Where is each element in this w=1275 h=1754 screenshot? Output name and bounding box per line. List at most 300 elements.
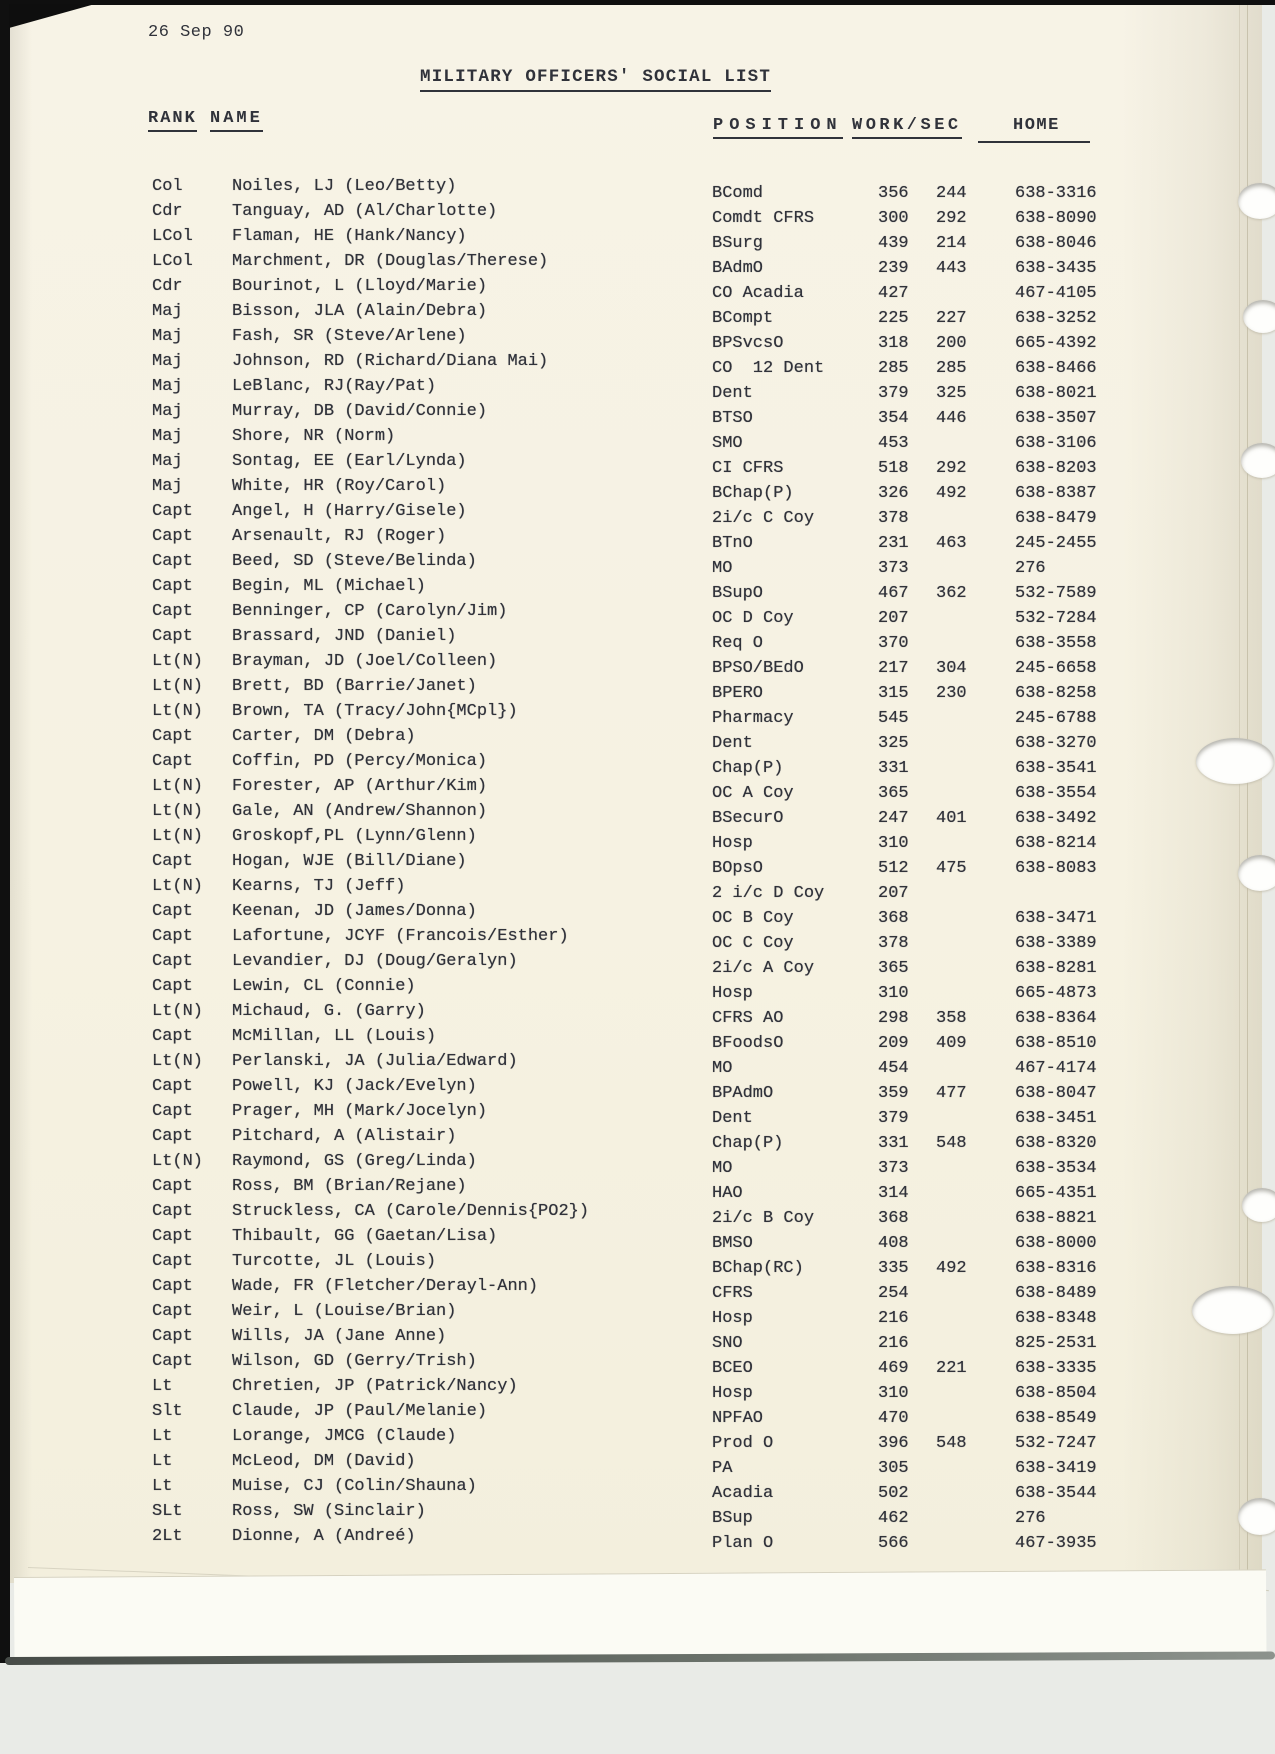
cell-home: 638-8821 <box>1015 1209 1097 1228</box>
cell-rank: Capt <box>152 1302 193 1321</box>
cell-home: 638-3492 <box>1015 809 1097 828</box>
cell-rank: Lt(N) <box>152 702 204 721</box>
cell-sec: 477 <box>936 1084 967 1103</box>
cell-rank: Capt <box>152 1177 193 1196</box>
cell-sec <box>936 506 1015 531</box>
cell-work: 462 <box>878 1509 909 1528</box>
cell-position: BMSO <box>712 1234 753 1253</box>
cell-home: 638-3252 <box>1015 309 1097 328</box>
cell-sec: 221 <box>936 1359 967 1378</box>
cell-rank: Capt <box>152 1202 193 1221</box>
cell-rank: Capt <box>152 1102 193 1121</box>
cell-work: 373 <box>878 559 909 578</box>
cell-sec <box>936 1381 1015 1406</box>
cell-rank: Capt <box>152 752 193 771</box>
cell-rank: Capt <box>152 502 193 521</box>
cell-home: 665-4351 <box>1015 1184 1097 1203</box>
cell-position: SNO <box>712 1334 743 1353</box>
cell-name: Flaman, HE (Hank/Nancy) <box>232 227 467 246</box>
cell-sec <box>936 1456 1015 1481</box>
binder-hole <box>1192 1286 1274 1334</box>
cell-home: 532-7589 <box>1015 584 1097 603</box>
cell-position: Dent <box>712 1109 753 1128</box>
cell-position: MO <box>712 559 733 578</box>
cell-rank: Lt(N) <box>152 827 204 846</box>
cell-name: Keenan, JD (James/Donna) <box>232 902 477 921</box>
cell-name: Brassard, JND (Daniel) <box>232 627 457 646</box>
cell-home: 638-8387 <box>1015 484 1097 503</box>
cell-sec: 214 <box>936 234 967 253</box>
cell-rank: Capt <box>152 1277 193 1296</box>
cell-sec: 409 <box>936 1034 967 1053</box>
cell-position: BTnO <box>712 534 753 553</box>
cell-sec <box>936 956 1015 981</box>
cell-name: Gale, AN (Andrew/Shannon) <box>232 802 488 821</box>
cell-sec <box>936 1281 1015 1306</box>
cell-work: 298 <box>878 1009 909 1028</box>
cell-rank: Cdr <box>152 277 183 296</box>
cell-sec: 244 <box>936 184 967 203</box>
cell-rank: Capt <box>152 527 193 546</box>
cell-name: McLeod, DM (David) <box>232 1452 416 1471</box>
cell-home: 467-4105 <box>1015 284 1097 303</box>
cell-sec: 285 <box>936 359 967 378</box>
cell-work: 325 <box>878 734 909 753</box>
cell-work: 378 <box>878 934 909 953</box>
cell-rank: Lt(N) <box>152 877 204 896</box>
cell-name: Begin, ML (Michael) <box>232 577 426 596</box>
cell-name: Perlanski, JA (Julia/Edward) <box>232 1052 518 1071</box>
cell-rank: Maj <box>152 402 183 421</box>
cell-name: Dionne, A (Andreé) <box>232 1527 416 1546</box>
cell-sec <box>936 606 1015 631</box>
cell-rank: Lt(N) <box>152 677 204 696</box>
cell-home: 638-3541 <box>1015 759 1097 778</box>
cell-work: 467 <box>878 584 909 603</box>
cell-position: 2i/c A Coy <box>712 959 815 978</box>
cell-name: Brett, BD (Barrie/Janet) <box>232 677 477 696</box>
cell-work: 370 <box>878 634 909 653</box>
binder-hole <box>1238 183 1275 219</box>
cell-home: 665-4873 <box>1015 984 1097 1003</box>
binder-hole <box>1242 1188 1275 1222</box>
column-header-position: POSITION <box>713 116 843 139</box>
cell-home: 276 <box>1015 559 1046 578</box>
cell-work: 566 <box>878 1534 909 1553</box>
cell-name: Claude, JP (Paul/Melanie) <box>232 1402 488 1421</box>
cell-work: 217 <box>878 659 909 678</box>
cell-work: 315 <box>878 684 909 703</box>
cell-position: BOpsO <box>712 859 764 878</box>
cell-position: OC C Coy <box>712 934 794 953</box>
cell-sec <box>936 281 1015 306</box>
cell-work: 454 <box>878 1059 909 1078</box>
cell-rank: Capt <box>152 977 193 996</box>
cell-work: 365 <box>878 959 909 978</box>
cell-sec: 227 <box>936 309 967 328</box>
cell-position: Hosp <box>712 834 753 853</box>
cell-rank: Lt(N) <box>152 777 204 796</box>
cell-name: Prager, MH (Mark/Jocelyn) <box>232 1102 488 1121</box>
cell-rank: Capt <box>152 1352 193 1371</box>
cell-name: Angel, H (Harry/Gisele) <box>232 502 467 521</box>
cell-name: Powell, KJ (Jack/Evelyn) <box>232 1077 477 1096</box>
cell-work: 439 <box>878 234 909 253</box>
cell-home: 638-3335 <box>1015 1359 1097 1378</box>
cell-position: HAO <box>712 1184 743 1203</box>
cell-position: Hosp <box>712 984 753 1003</box>
cell-name: Arsenault, RJ (Roger) <box>232 527 447 546</box>
cell-home: 638-3544 <box>1015 1484 1097 1503</box>
cell-work: 378 <box>878 509 909 528</box>
table-row <box>10 174 1262 203</box>
binder-hole <box>1243 300 1275 333</box>
cell-home: 638-8214 <box>1015 834 1097 853</box>
cell-work: 379 <box>878 384 909 403</box>
binder-hole <box>1238 855 1275 891</box>
cell-name: Benninger, CP (Carolyn/Jim) <box>232 602 508 621</box>
document-title: MILITARY OFFICERS' SOCIAL LIST <box>420 67 771 92</box>
cell-home: 638-8364 <box>1015 1009 1097 1028</box>
cell-work: 207 <box>878 609 909 628</box>
cell-name: Thibault, GG (Gaetan/Lisa) <box>232 1227 498 1246</box>
cell-name: Noiles, LJ (Leo/Betty) <box>232 177 457 196</box>
cell-name: Bisson, JLA (Alain/Debra) <box>232 302 488 321</box>
cell-rank: Capt <box>152 602 193 621</box>
binder-hole <box>1196 738 1274 784</box>
cell-rank: Maj <box>152 477 183 496</box>
cell-work: 373 <box>878 1159 909 1178</box>
cell-name: Tanguay, AD (Al/Charlotte) <box>232 202 498 221</box>
cell-position: Comdt CFRS <box>712 209 815 228</box>
cell-sec: 325 <box>936 384 967 403</box>
cell-sec: 443 <box>936 259 967 278</box>
cell-name: Kearns, TJ (Jeff) <box>232 877 406 896</box>
cell-work: 502 <box>878 1484 909 1503</box>
cell-position: MO <box>712 1059 733 1078</box>
cell-sec <box>936 431 1015 456</box>
cell-work: 207 <box>878 884 909 903</box>
cell-rank: Maj <box>152 327 183 346</box>
cell-name: Groskopf,PL (Lynn/Glenn) <box>232 827 477 846</box>
cell-name: LeBlanc, RJ(Ray/Pat) <box>232 377 437 396</box>
cell-work: 231 <box>878 534 909 553</box>
cell-home: 638-3558 <box>1015 634 1097 653</box>
cell-name: Muise, CJ (Colin/Shauna) <box>232 1477 477 1496</box>
cell-sec: 548 <box>936 1134 967 1153</box>
cell-work: 314 <box>878 1184 909 1203</box>
cell-rank: Lt <box>152 1477 173 1496</box>
cell-sec: 230 <box>936 684 967 703</box>
cell-name: McMillan, LL (Louis) <box>232 1027 437 1046</box>
cell-rank: Col <box>152 177 183 196</box>
cell-position: BChap(P) <box>712 484 794 503</box>
cell-sec <box>936 631 1015 656</box>
cell-sec <box>936 906 1015 931</box>
cell-position: BChap(RC) <box>712 1259 804 1278</box>
cell-name: Johnson, RD (Richard/Diana Mai) <box>232 352 549 371</box>
cell-name: Lafortune, JCYF (Francois/Esther) <box>232 927 569 946</box>
cell-position: NPFAO <box>712 1409 764 1428</box>
cell-sec: 200 <box>936 334 967 353</box>
cell-name: Weir, L (Louise/Brian) <box>232 1302 457 1321</box>
cell-work: 379 <box>878 1109 909 1128</box>
cell-name: Ross, BM (Brian/Rejane) <box>232 1177 467 1196</box>
cell-rank: Capt <box>152 727 193 746</box>
cell-name: Michaud, G. (Garry) <box>232 1002 426 1021</box>
cell-position: OC D Coy <box>712 609 794 628</box>
cell-position: OC B Coy <box>712 909 794 928</box>
cell-work: 239 <box>878 259 909 278</box>
cell-sec <box>936 1506 1015 1531</box>
cell-sec <box>936 706 1015 731</box>
cell-home: 825-2531 <box>1015 1334 1097 1353</box>
cell-sec <box>936 1181 1015 1206</box>
cell-position: Acadia <box>712 1484 774 1503</box>
cell-sec: 401 <box>936 809 967 828</box>
cell-position: 2i/c C Coy <box>712 509 815 528</box>
cell-position: BFoodsO <box>712 1034 784 1053</box>
cell-home: 638-3471 <box>1015 909 1097 928</box>
cell-position: CO Acadia <box>712 284 804 303</box>
cell-home: 638-3316 <box>1015 184 1097 203</box>
cell-sec <box>936 1406 1015 1431</box>
cell-home: 532-7284 <box>1015 609 1097 628</box>
cell-position: BSup <box>712 1509 753 1528</box>
cell-work: 335 <box>878 1259 909 1278</box>
cell-rank: Maj <box>152 427 183 446</box>
cell-work: 368 <box>878 909 909 928</box>
cell-name: Murray, DB (David/Connie) <box>232 402 488 421</box>
cell-rank: Capt <box>152 552 193 571</box>
cell-name: Pitchard, A (Alistair) <box>232 1127 457 1146</box>
cell-name: Wills, JA (Jane Anne) <box>232 1327 447 1346</box>
cell-rank: Capt <box>152 1127 193 1146</box>
cell-name: Shore, NR (Norm) <box>232 427 396 446</box>
cell-sec <box>936 1331 1015 1356</box>
cell-rank: Maj <box>152 302 183 321</box>
cell-name: Levandier, DJ (Doug/Geralyn) <box>232 952 518 971</box>
cell-sec <box>936 731 1015 756</box>
cell-position: BComd <box>712 184 764 203</box>
cell-work: 209 <box>878 1034 909 1053</box>
cell-sec <box>936 1106 1015 1131</box>
cell-home: 638-3419 <box>1015 1459 1097 1478</box>
cell-position: Prod O <box>712 1434 774 1453</box>
cell-position: Hosp <box>712 1309 753 1328</box>
cell-sec: 292 <box>936 209 967 228</box>
cell-work: 216 <box>878 1334 909 1353</box>
cell-work: 453 <box>878 434 909 453</box>
cell-rank: Capt <box>152 927 193 946</box>
binder-hole <box>1238 1498 1275 1535</box>
cell-work: 359 <box>878 1084 909 1103</box>
cell-work: 310 <box>878 1384 909 1403</box>
cell-rank: LCol <box>152 227 193 246</box>
cell-name: Struckless, CA (Carole/Dennis{PO2}) <box>232 1202 590 1221</box>
cell-work: 225 <box>878 309 909 328</box>
cell-position: Plan O <box>712 1534 774 1553</box>
cell-rank: Lt(N) <box>152 1152 204 1171</box>
cell-name: Ross, SW (Sinclair) <box>232 1502 426 1521</box>
cell-sec <box>936 1156 1015 1181</box>
cell-work: 254 <box>878 1284 909 1303</box>
cell-position: BPERO <box>712 684 764 703</box>
cell-name: White, HR (Roy/Carol) <box>232 477 447 496</box>
cell-position: BSecurO <box>712 809 784 828</box>
cell-home: 638-8489 <box>1015 1284 1097 1303</box>
cell-name: Coffin, PD (Percy/Monica) <box>232 752 488 771</box>
document-date: 26 Sep 90 <box>148 23 245 42</box>
column-header-rank: RANK <box>148 109 197 132</box>
cell-rank: 2Lt <box>152 1527 183 1546</box>
cell-sec <box>936 1306 1015 1331</box>
cell-name: Fash, SR (Steve/Arlene) <box>232 327 467 346</box>
cell-name: Brayman, JD (Joel/Colleen) <box>232 652 498 671</box>
cell-sec <box>936 931 1015 956</box>
cell-name: Lorange, JMCG (Claude) <box>232 1427 457 1446</box>
cell-work: 310 <box>878 834 909 853</box>
cell-sec: 463 <box>936 534 967 553</box>
cell-home: 467-4174 <box>1015 1059 1097 1078</box>
cell-home: 638-3554 <box>1015 784 1097 803</box>
cell-position: BAdmO <box>712 259 764 278</box>
officer-table <box>10 174 1262 1553</box>
cell-name: Wade, FR (Fletcher/Derayl-Ann) <box>232 1277 539 1296</box>
cell-sec <box>936 831 1015 856</box>
cell-home: 638-3106 <box>1015 434 1097 453</box>
cell-home: 638-3507 <box>1015 409 1097 428</box>
cell-rank: Lt <box>152 1452 173 1471</box>
cell-sec <box>936 1481 1015 1506</box>
cell-home: 638-8083 <box>1015 859 1097 878</box>
cell-sec <box>936 781 1015 806</box>
cell-rank: Capt <box>152 852 193 871</box>
paper-sheet <box>10 5 1262 1583</box>
cell-home: 638-8348 <box>1015 1309 1097 1328</box>
cell-position: 2 i/c D Coy <box>712 884 825 903</box>
cell-home: 638-8203 <box>1015 459 1097 478</box>
cell-sec <box>936 981 1015 1006</box>
cell-home: 638-8510 <box>1015 1034 1097 1053</box>
cell-rank: Slt <box>152 1402 183 1421</box>
cell-sec: 475 <box>936 859 967 878</box>
cell-position: MO <box>712 1159 733 1178</box>
cell-name: Brown, TA (Tracy/John{MCpl}) <box>232 702 518 721</box>
cell-home: 638-8258 <box>1015 684 1097 703</box>
cell-sec <box>936 881 1015 906</box>
cell-name: Hogan, WJE (Bill/Diane) <box>232 852 467 871</box>
cell-work: 216 <box>878 1309 909 1328</box>
cell-name: Wilson, GD (Gerry/Trish) <box>232 1352 477 1371</box>
cell-position: Dent <box>712 734 753 753</box>
cell-home: 638-8479 <box>1015 509 1097 528</box>
cell-position: CFRS AO <box>712 1009 784 1028</box>
cell-name: Raymond, GS (Greg/Linda) <box>232 1152 477 1171</box>
cell-rank: SLt <box>152 1502 183 1521</box>
cell-position: CI CFRS <box>712 459 784 478</box>
cell-rank: Capt <box>152 1327 193 1346</box>
cell-work: 470 <box>878 1409 909 1428</box>
column-header-home: HOME <box>1013 116 1060 135</box>
cell-position: CFRS <box>712 1284 753 1303</box>
cell-position: BTSO <box>712 409 753 428</box>
cell-name: Chretien, JP (Patrick/Nancy) <box>232 1377 518 1396</box>
cell-sec: 358 <box>936 1009 967 1028</box>
cell-name: Turcotte, JL (Louis) <box>232 1252 437 1271</box>
cell-rank: Lt(N) <box>152 802 204 821</box>
cell-home: 532-7247 <box>1015 1434 1097 1453</box>
cell-home: 638-8466 <box>1015 359 1097 378</box>
cell-position: BSupO <box>712 584 764 603</box>
cell-home: 638-3435 <box>1015 259 1097 278</box>
cell-home: 638-8549 <box>1015 1409 1097 1428</box>
cell-home: 638-8504 <box>1015 1384 1097 1403</box>
cell-name: Sontag, EE (Earl/Lynda) <box>232 452 467 471</box>
cell-work: 310 <box>878 984 909 1003</box>
cell-rank: Capt <box>152 952 193 971</box>
cell-work: 427 <box>878 284 909 303</box>
cell-work: 318 <box>878 334 909 353</box>
cell-home: 638-8021 <box>1015 384 1097 403</box>
cell-rank: Cdr <box>152 202 183 221</box>
cell-home: 638-3534 <box>1015 1159 1097 1178</box>
cell-position: BCEO <box>712 1359 753 1378</box>
cell-name: Lewin, CL (Connie) <box>232 977 416 996</box>
cell-name: Bourinot, L (Lloyd/Marie) <box>232 277 488 296</box>
cell-sec <box>936 1231 1015 1256</box>
cell-position: BCompt <box>712 309 774 328</box>
cell-sec: 362 <box>936 584 967 603</box>
cell-rank: Maj <box>152 352 183 371</box>
cell-position: Dent <box>712 384 753 403</box>
cell-position: CO 12 Dent <box>712 359 825 378</box>
cell-work: 545 <box>878 709 909 728</box>
cell-work: 305 <box>878 1459 909 1478</box>
cell-position: BSurg <box>712 234 764 253</box>
cell-home: 638-3270 <box>1015 734 1097 753</box>
scan-edge-top <box>0 0 1275 5</box>
cell-rank: Lt <box>152 1377 173 1396</box>
cell-work: 408 <box>878 1234 909 1253</box>
cell-home: 276 <box>1015 1509 1046 1528</box>
cell-position: Chap(P) <box>712 1134 784 1153</box>
scan-edge-left <box>0 0 10 1663</box>
cell-name: Marchment, DR (Douglas/Therese) <box>232 252 549 271</box>
cell-home <box>1015 881 1262 906</box>
cell-home: 638-8320 <box>1015 1134 1097 1153</box>
cell-home: 638-8090 <box>1015 209 1097 228</box>
cell-name: Beed, SD (Steve/Belinda) <box>232 552 477 571</box>
cell-home: 245-2455 <box>1015 534 1097 553</box>
cell-sec <box>936 1056 1015 1081</box>
cell-rank: Lt(N) <box>152 1052 204 1071</box>
cell-position: Chap(P) <box>712 759 784 778</box>
cell-rank: Capt <box>152 577 193 596</box>
cell-home: 638-8281 <box>1015 959 1097 978</box>
cell-position: BPSvcsO <box>712 334 784 353</box>
cell-rank: LCol <box>152 252 193 271</box>
cell-rank: Lt(N) <box>152 1002 204 1021</box>
cell-sec: 548 <box>936 1434 967 1453</box>
cell-work: 396 <box>878 1434 909 1453</box>
cell-position: BPSO/BEdO <box>712 659 804 678</box>
cell-sec <box>936 1206 1015 1231</box>
cell-rank: Capt <box>152 902 193 921</box>
cell-rank: Capt <box>152 1027 193 1046</box>
cell-sec <box>936 756 1015 781</box>
cell-home: 467-3935 <box>1015 1534 1097 1553</box>
